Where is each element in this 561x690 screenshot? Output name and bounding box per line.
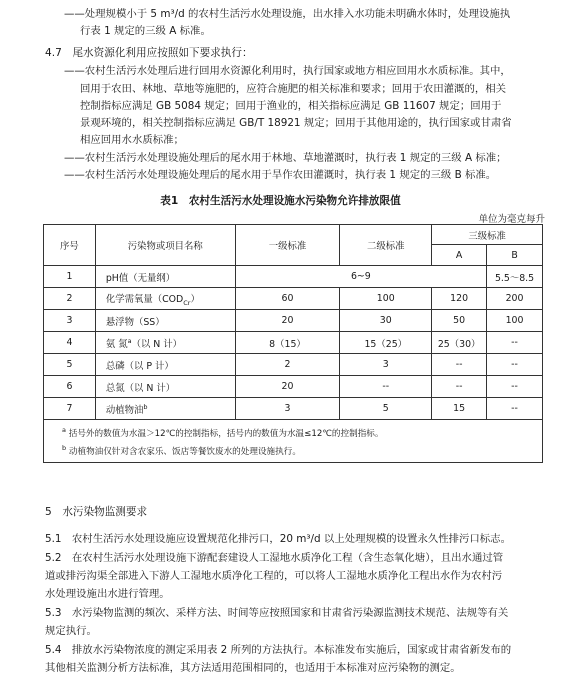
cell-no: 3 — [44, 310, 96, 332]
cell-g2: 30 — [340, 310, 432, 332]
footnote-mark: b — [62, 443, 67, 452]
cell-item — [95, 398, 235, 420]
header-grade-2: 二级标准 — [340, 225, 432, 266]
table-row — [44, 354, 543, 376]
cell-g1: 8（15） — [235, 332, 340, 354]
table-notes-row — [44, 420, 543, 463]
cell-item — [95, 332, 235, 354]
cell-item: 悬浮物（SS） — [95, 310, 235, 332]
cell-a: 25（30） — [432, 332, 487, 354]
paragraph-5-2-line: 5.2 在农村生活污水处理设施下游配套建设人工湿地水质净化工程（含生态氧化塘），且出水通过管 — [45, 552, 504, 564]
header-grade-3b: B — [487, 245, 543, 266]
cell-no: 7 — [44, 398, 96, 420]
cell-b: 200 — [487, 288, 543, 310]
text-line: 回用于农田、林地、草地等施肥的，应符合施肥的相关标准和要求；回用于农田灌溉的，相关 — [80, 83, 507, 95]
header-grade-1: 一级标准 — [235, 225, 340, 266]
table-notes — [44, 420, 543, 463]
paragraph-5-2-line: 道或排污沟渠全部进入下游人工湿地水质净化工程的，可以将人工湿地水质净化工程出水作为农村污 — [45, 570, 503, 582]
cell-g2: 100 — [340, 288, 432, 310]
cell-b: -- — [487, 398, 543, 420]
text-line: ——农村生活污水处理后进行回用水资源化利用时，执行国家或地方相应回用水水质标准。其中， — [64, 65, 511, 77]
cell-g1: 20 — [235, 310, 340, 332]
text-line: ——处理规模小于 5 m³/d 的农村生活污水处理设施，出水排入水功能未明确水体时，处理设施执 — [64, 8, 511, 20]
paragraph-5-4-line: 其他相关监测分析方法标准，其方法适用范围相同的，也适用于本标准对应污染物的测定。 — [45, 662, 461, 674]
item-text: （以 N 计） — [131, 338, 183, 350]
cell-item: 总氮（以 N 计） — [95, 376, 235, 398]
table-unit: 单位为毫克每升 — [478, 214, 545, 225]
section-heading-4-7: 4.7 尾水资源化利用应按照如下要求执行： — [45, 47, 253, 59]
cell-a: -- — [432, 376, 487, 398]
cell-a: 120 — [432, 288, 487, 310]
cell-a: -- — [432, 354, 487, 376]
table-row — [44, 398, 543, 420]
text-line: 景观环境的，相关控制指标应满足 GB/T 18921 规定；回用于其他用途的，执行国家或甘肃省 — [80, 117, 512, 129]
cell-no: 2 — [44, 288, 96, 310]
cell-no: 4 — [44, 332, 96, 354]
cell-g1: 3 — [235, 398, 340, 420]
header-no: 序号 — [44, 225, 96, 266]
text-line: 控制指标应满足 GB 5084 规定；回用于渔业的，相关指标应满足 GB 11607 规定；回用于 — [80, 100, 502, 112]
table-row — [44, 376, 543, 398]
paragraph-5-2-line: 水处理设施出水进行管理。 — [45, 588, 170, 600]
cell-g2: 5 — [340, 398, 432, 420]
paragraph-5-3-line: 规定执行。 — [45, 625, 97, 637]
cell-a: 50 — [432, 310, 487, 332]
footnote-text: 动植物油仅针对含农家乐、饭店等餐饮废水的处理设施执行。 — [68, 446, 301, 457]
cell-g2: 3 — [340, 354, 432, 376]
cell-no: 6 — [44, 376, 96, 398]
cell-b: -- — [487, 354, 543, 376]
paragraph-5-4-line: 5.4 排放水污染物浓度的测定采用表 2 所列的方法执行。本标准发布实施后，国家或甘肃省新发布的 — [45, 644, 512, 656]
table-row — [44, 266, 543, 288]
cell-b: -- — [487, 332, 543, 354]
header-item: 污染物或项目名称 — [95, 225, 235, 266]
cell-g2: -- — [340, 376, 432, 398]
text-line: ——农村生活污水处理设施处理后的尾水用于林地、草地灌溉时，执行表 1 规定的三级 A 标准； — [64, 152, 507, 164]
table-row — [44, 288, 543, 310]
text-line: 相应回用水水质标准； — [80, 134, 184, 146]
cell-b: 100 — [487, 310, 543, 332]
cell-b: 5.5～8.5 — [487, 266, 543, 288]
item-subscript: Cr — [183, 298, 191, 307]
cell-no: 5 — [44, 354, 96, 376]
header-grade-3: 三级标准 — [432, 225, 543, 245]
header-grade-3a: A — [432, 245, 487, 266]
footnote-a — [62, 423, 534, 441]
cell-g2: 15（25） — [340, 332, 432, 354]
item-footnote-mark: a — [127, 336, 132, 345]
cell-no: 1 — [44, 266, 96, 288]
table-caption: 表1 农村生活污水处理设施水污染物允许排放限值 — [160, 195, 401, 207]
item-text: 化学需氧量（COD — [105, 293, 184, 305]
cell-g1: 60 — [235, 288, 340, 310]
footnote-text: 括号外的数值为水温＞12℃的控制指标，括号内的数值为水温≤12℃的控制指标。 — [68, 428, 384, 439]
cell-merged: 6~9 — [235, 266, 486, 288]
paragraph-5-3-line: 5.3 水污染物监测的频次、采样方法、时间等应按照国家和甘肃省污染源监测技术规范、法规等有关 — [45, 607, 509, 619]
cell-item — [95, 288, 235, 310]
table-header-row — [44, 225, 543, 245]
item-footnote-mark: b — [143, 402, 148, 411]
table-row — [44, 332, 543, 354]
footnote-mark: a — [62, 426, 66, 434]
item-text: ） — [190, 293, 200, 305]
cell-b: -- — [487, 376, 543, 398]
table-row — [44, 310, 543, 332]
cell-item: 总磷（以 P 计） — [95, 354, 235, 376]
cell-item: pH值（无量纲） — [95, 266, 235, 288]
footnote-b — [62, 441, 534, 459]
pollutant-limits-table — [43, 224, 543, 463]
section-heading-5: 5 水污染物监测要求 — [45, 506, 148, 518]
cell-a: 15 — [432, 398, 487, 420]
cell-g1: 2 — [235, 354, 340, 376]
text-line: ——农村生活污水处理设施处理后的尾水用于旱作农田灌溉时，执行表 1 规定的三级 B 标准。 — [64, 169, 497, 181]
item-text: 氨 氮 — [105, 338, 128, 350]
text-line: 行表 1 规定的三级 A 标准。 — [80, 25, 211, 37]
cell-g1: 20 — [235, 376, 340, 398]
item-text: 动植物油 — [105, 404, 144, 416]
paragraph-5-1: 5.1 农村生活污水处理设施应设置规范化排污口，20 m³/d 以上处理规模的设置永久性排污口标志。 — [45, 533, 511, 545]
